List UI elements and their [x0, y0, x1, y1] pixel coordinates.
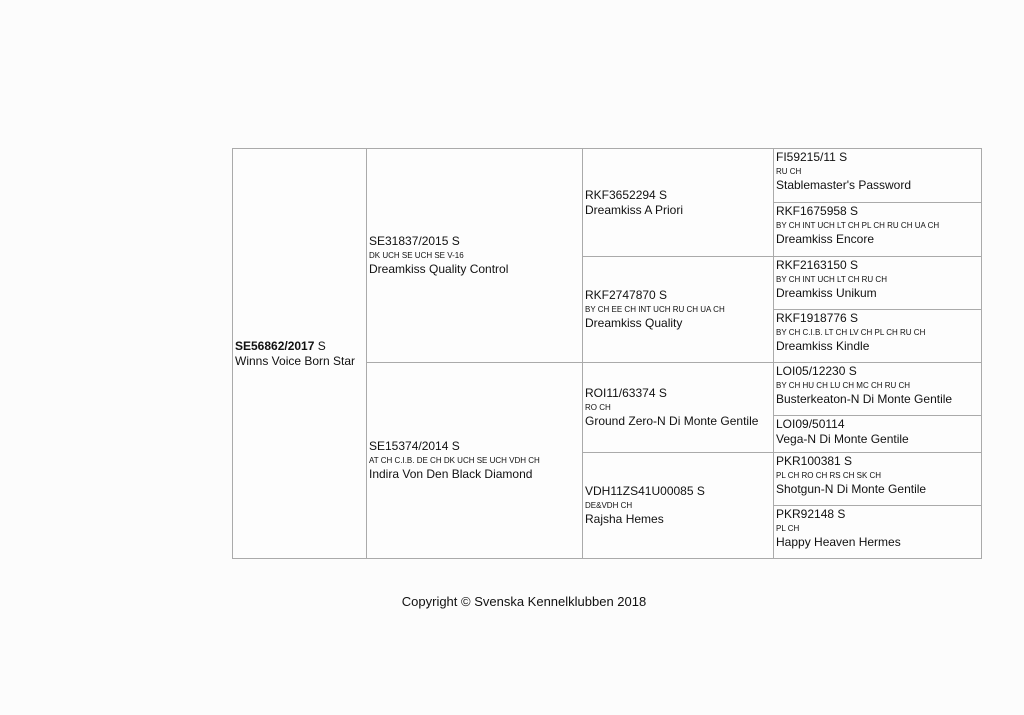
great-grandparent-reg: RKF2163150 S	[776, 258, 859, 272]
generation-2-column	[367, 149, 583, 558]
copyright-notice: Copyright © Svenska Kennelklubben 2018	[401, 594, 647, 609]
grandparent-reg: RKF2747870 S	[585, 288, 668, 302]
great-grandparent-titles: BY CH C.I.B. LT CH LV CH PL CH RU CH	[776, 328, 926, 337]
main-dog-reg	[235, 339, 366, 354]
great-grandparent-cell-8	[774, 505, 981, 558]
great-grandparent-cell-3	[774, 256, 981, 309]
great-grandparent-name: Dreamkiss Unikum	[776, 286, 877, 300]
great-grandparent-name: Happy Heaven Hermes	[776, 535, 901, 549]
generation-1-column	[233, 149, 367, 558]
grandparent-name: Rajsha Hemes	[585, 512, 664, 526]
main-dog-cell	[233, 149, 366, 558]
great-grandparent-titles: BY CH INT UCH LT CH PL CH RU CH UA CH	[776, 221, 940, 230]
sire-titles: DK UCH SE UCH SE V-16	[369, 251, 464, 260]
great-grandparent-titles: BY CH HU CH LU CH MC CH RU CH	[776, 381, 911, 390]
main-dog-reg-suffix: S	[314, 338, 326, 353]
main-dog-reg-number: SE56862/2017	[235, 338, 315, 353]
grandparent-cell-1	[583, 149, 773, 256]
grandparent-titles: BY CH EE CH INT UCH RU CH UA CH	[585, 305, 725, 314]
great-grandparent-titles: PL CH	[776, 524, 800, 533]
sire-cell	[367, 149, 582, 362]
great-grandparent-cell-2	[774, 202, 981, 256]
great-grandparent-reg: FI59215/11 S	[776, 150, 848, 164]
great-grandparent-name: Vega-N Di Monte Gentile	[776, 432, 909, 446]
grandparent-reg: VDH11ZS41U00085 S	[585, 484, 705, 498]
generation-4-column	[774, 149, 981, 558]
great-grandparent-cell-7	[774, 452, 981, 505]
great-grandparent-name: Dreamkiss Kindle	[776, 339, 870, 353]
great-grandparent-cell-5	[774, 362, 981, 415]
grandparent-reg: ROI11/63374 S	[585, 386, 667, 400]
great-grandparent-titles: PL CH RO CH RS CH SK CH	[776, 471, 882, 480]
great-grandparent-name: Busterkeaton-N Di Monte Gentile	[776, 392, 953, 406]
grandparent-name: Dreamkiss A Priori	[585, 202, 684, 217]
grandparent-cell-3	[583, 362, 773, 452]
great-grandparent-cell-1	[774, 149, 981, 202]
great-grandparent-name: Dreamkiss Encore	[776, 232, 875, 246]
grandparent-name: Dreamkiss Quality	[585, 316, 683, 330]
great-grandparent-cell-4	[774, 309, 981, 362]
great-grandparent-cell-6	[774, 415, 981, 452]
great-grandparent-titles: BY CH INT UCH LT CH RU CH	[776, 275, 887, 284]
dam-name: Indira Von Den Black Diamond	[369, 467, 533, 481]
sire-reg: SE31837/2015 S	[369, 234, 460, 248]
grandparent-reg: RKF3652294 S	[585, 187, 668, 202]
great-grandparent-reg: PKR92148 S	[776, 507, 846, 521]
grandparent-cell-4	[583, 452, 773, 558]
main-dog-name: Winns Voice Born Star	[235, 353, 356, 368]
great-grandparent-reg: PKR100381 S	[776, 454, 853, 468]
great-grandparent-reg: RKF1918776 S	[776, 311, 859, 325]
great-grandparent-name: Stablemaster's Password	[776, 178, 912, 192]
grandparent-cell-2	[583, 256, 773, 362]
dam-reg: SE15374/2014 S	[369, 439, 460, 453]
pedigree-table	[232, 148, 982, 559]
grandparent-name: Ground Zero-N Di Monte Gentile	[585, 414, 759, 428]
dam-cell	[367, 362, 582, 558]
great-grandparent-reg: RKF1675958 S	[776, 204, 859, 218]
great-grandparent-titles: RU CH	[776, 167, 802, 176]
great-grandparent-reg: LOI05/12230 S	[776, 364, 857, 378]
great-grandparent-reg: LOI09/50114	[776, 417, 845, 431]
grandparent-titles: DE&VDH CH	[585, 501, 633, 510]
grandparent-titles: RO CH	[585, 403, 611, 412]
sire-name: Dreamkiss Quality Control	[369, 262, 509, 276]
generation-3-column	[583, 149, 774, 558]
dam-titles: AT CH C.I.B. DE CH DK UCH SE UCH VDH CH	[369, 456, 540, 465]
great-grandparent-name: Shotgun-N Di Monte Gentile	[776, 482, 927, 496]
